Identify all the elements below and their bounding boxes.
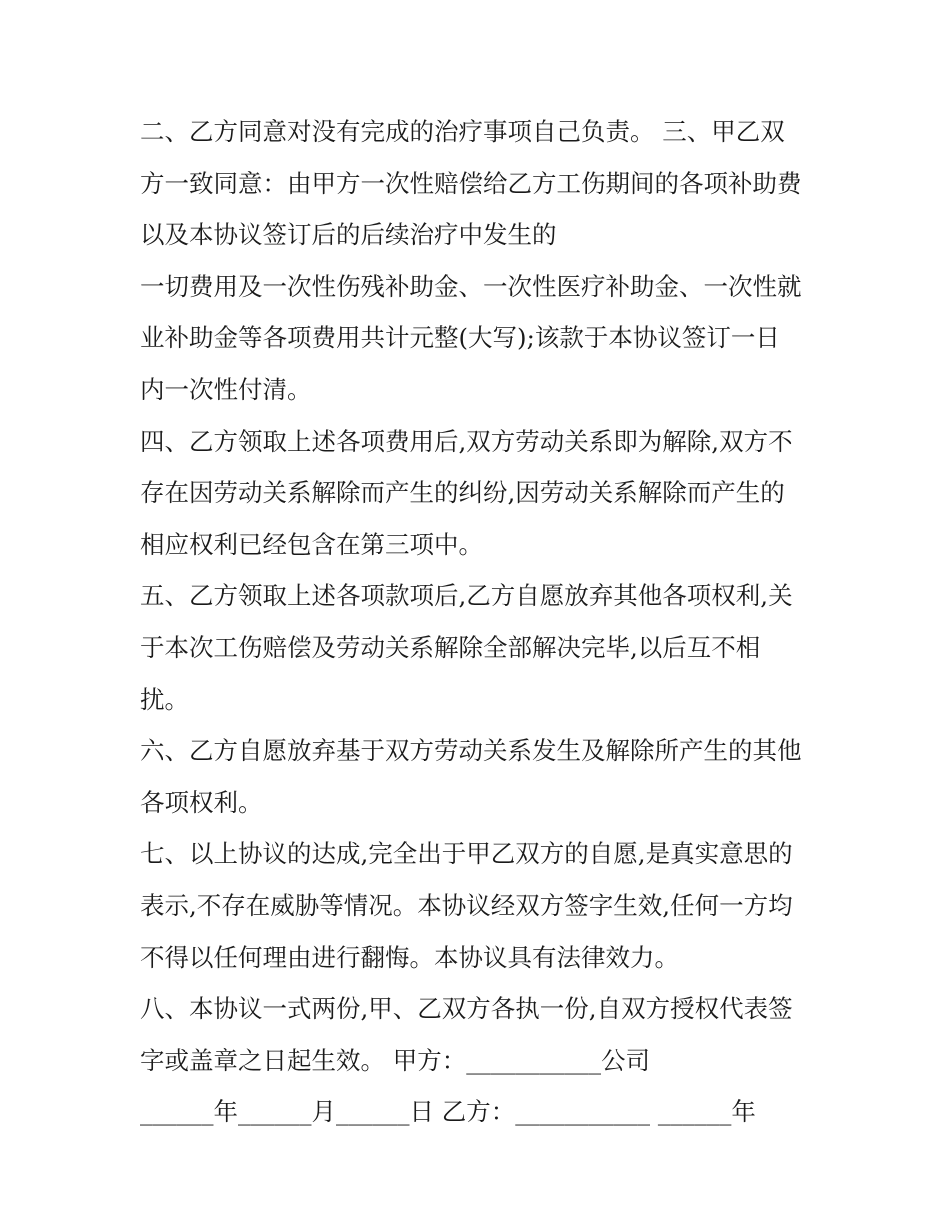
text-line: 六、乙方自愿放弃基于双方劳动关系发生及解除所产生的其他 [140, 736, 802, 766]
text-line: 七、以上协议的达成,完全出于甲乙双方的自愿,是真实意思的 [140, 839, 793, 869]
text-line: 业补助金等各项费用共计元整(大写);该款于本协议签订一日 [140, 323, 780, 353]
text-line: 内一次性付清。 [140, 374, 312, 404]
text-line: 方一致同意：由甲方一次性赔偿给乙方工伤期间的各项补助费 [140, 168, 802, 198]
text-line: 八、本协议一式两份,甲、乙双方各执一份,自双方授权代表签 [140, 994, 793, 1024]
text-line: 相应权利已经包含在第三项中。 [140, 529, 483, 559]
text-line: 存在因劳动关系解除而产生的纠纷,因劳动关系解除而产生的 [140, 478, 785, 508]
text-line: 扰。 [140, 684, 189, 714]
text-line: 一切费用及一次性伤残补助金、一次性医疗补助金、一次性就 [140, 271, 802, 301]
text-line: ______年______月______日 乙方：___________ ______年 [140, 1097, 756, 1127]
agreement-text [140, 106, 830, 1138]
text-line: 表示,不存在威胁等情况。本协议经双方签字生效,任何一方均 [140, 890, 793, 920]
text-line: 于本次工伤赔偿及劳动关系解除全部解决完毕,以后互不相 [140, 632, 761, 662]
text-line: 以及本协议签订后的后续治疗中发生的 [140, 220, 557, 250]
text-line: 二、乙方同意对没有完成的治疗事项自己负责。 三、甲乙双 [140, 117, 785, 146]
text-line: 四、乙方领取上述各项费用后,双方劳动关系即为解除,双方不 [140, 426, 793, 456]
text-line: 字或盖章之日起生效。 甲方：___________公司 [140, 1045, 651, 1075]
text-line: 不得以任何理由进行翻悔。本协议具有法律效力。 [140, 942, 679, 972]
text-line: 各项权利。 [140, 787, 263, 817]
text-line: 五、乙方领取上述各项款项后,乙方自愿放弃其他各项权利,关 [140, 581, 793, 611]
